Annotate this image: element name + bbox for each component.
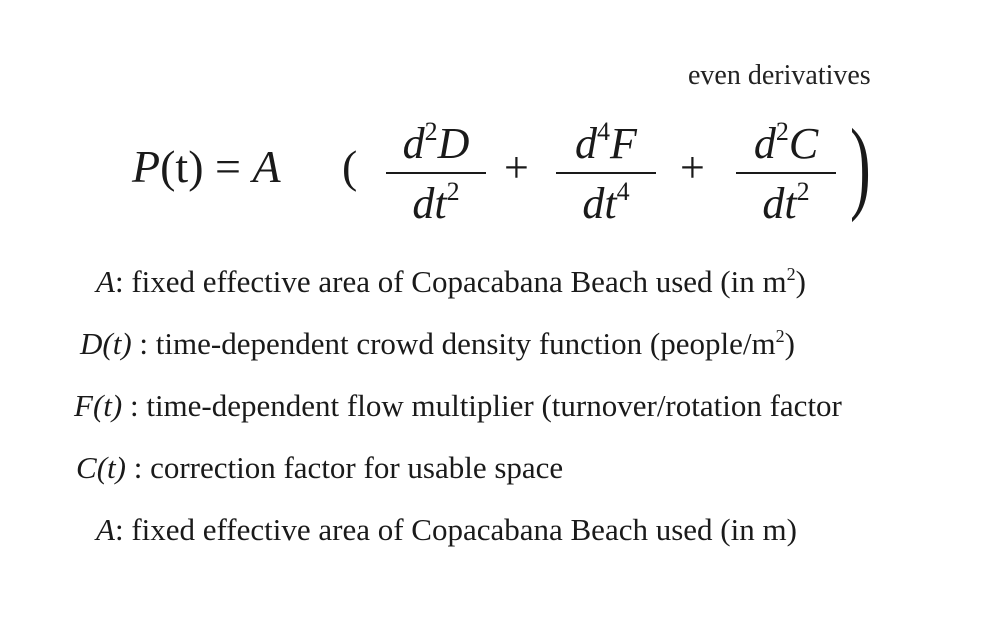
definition-row: A: fixed effective area of Copacabana Beach used (in $m^2$): [96, 264, 806, 299]
fraction-d2d: $d^2D$ $dt^2$: [386, 118, 486, 230]
definition-row: F(t) : time-dependent flow multiplier (turnover/rotation factor: [74, 388, 842, 423]
equation-lhs: [132, 140, 281, 193]
even-derivatives-annotation: even derivatives: [688, 60, 871, 91]
plus-sign: +: [680, 143, 705, 192]
fraction-d4f: $d^4F$ $dt^4$: [556, 118, 656, 230]
fraction-d2c: $d^2C$ $dt^2$: [736, 118, 836, 230]
fraction-bar: [386, 172, 486, 174]
open-paren: (: [342, 141, 358, 192]
fraction-bar: [736, 172, 836, 174]
definition-row: D(t) : time-dependent crowd density function $(people/m^2)$: [80, 326, 795, 361]
definition-row: C(t) : correction factor for usable space: [76, 450, 564, 485]
definition-row: A: fixed effective area of Copacabana Beach used (in m): [96, 512, 797, 547]
plus-sign: +: [504, 143, 529, 192]
lhs-argument: (t): [160, 141, 204, 192]
close-paren: ): [850, 108, 871, 223]
fraction-bar: [556, 172, 656, 174]
equation: [0, 108, 984, 238]
lhs-function: P: [132, 141, 161, 192]
coefficient-a: A: [252, 141, 281, 192]
equals-sign: =: [215, 141, 241, 192]
